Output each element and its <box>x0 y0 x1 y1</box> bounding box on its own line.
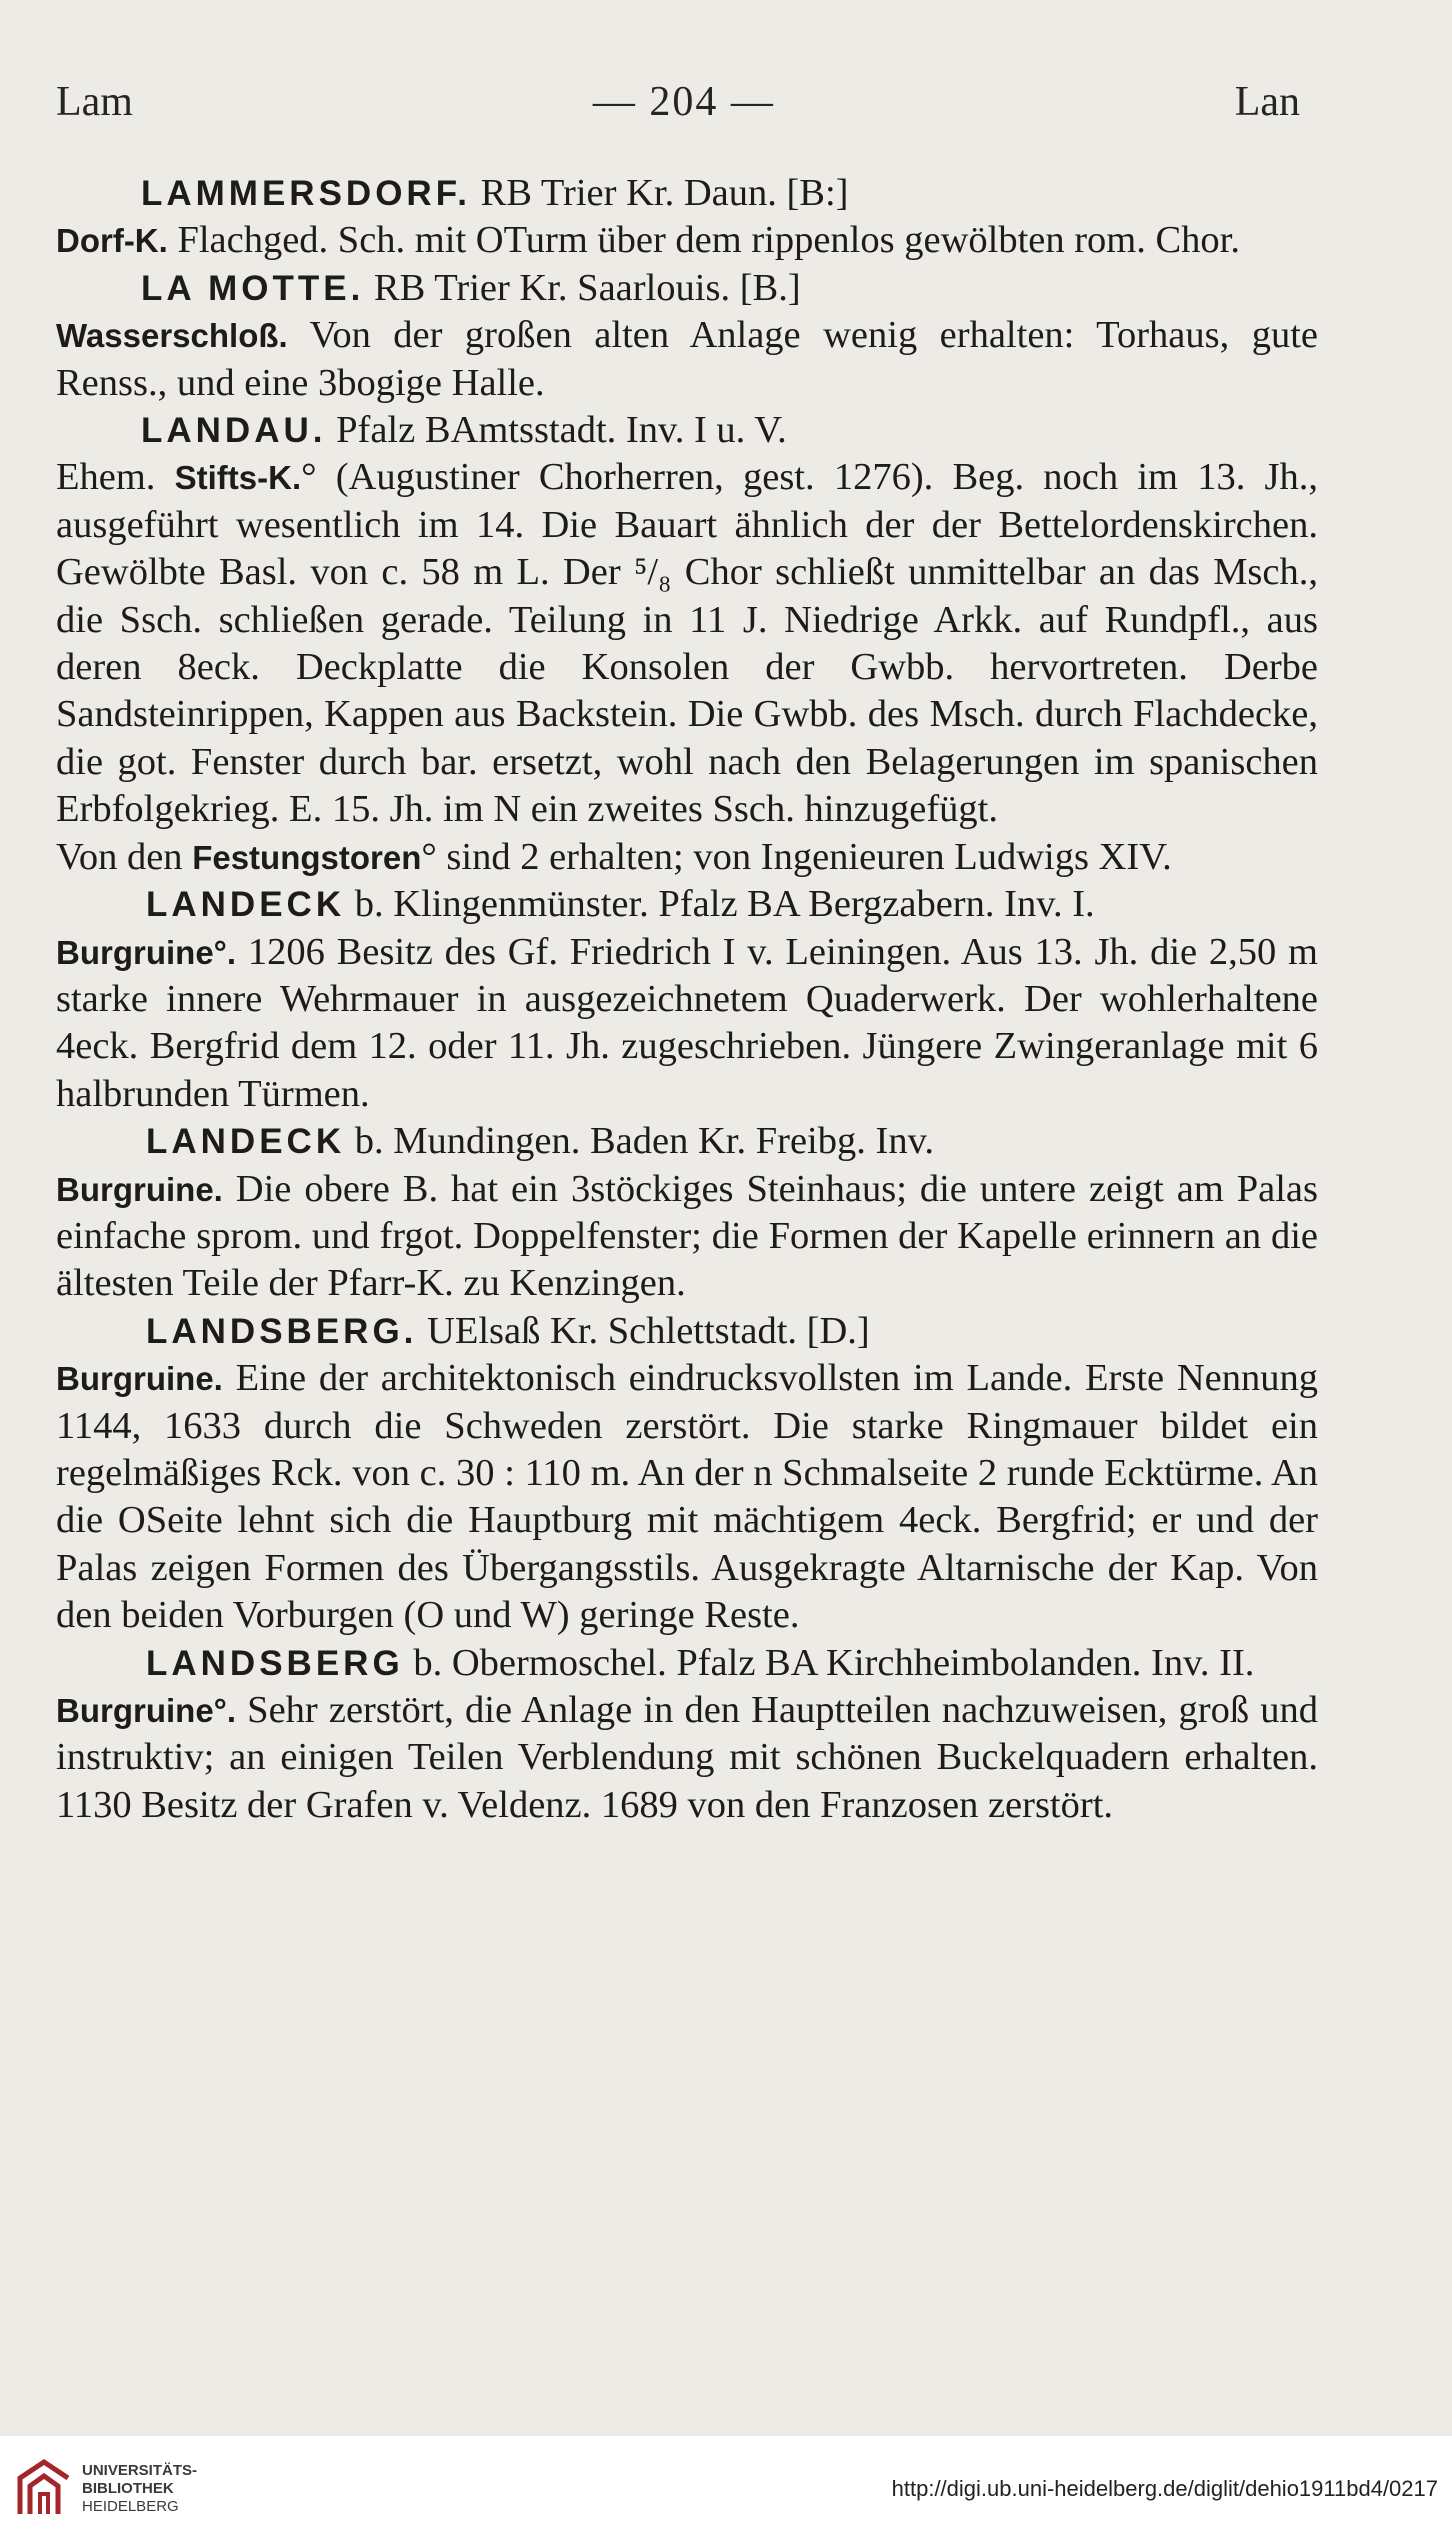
library-name-line: UNIVERSITÄTS- <box>82 2462 198 2479</box>
entry-paragraph <box>56 1166 1318 1308</box>
entry-location: UElsaß Kr. Schlettstadt. [D.] <box>417 1309 870 1352</box>
entry-text: Eine der architektonisch eindrucksvollsten im Lande. Erste Nennung 1144, 1633 durch die Schweden zerstört. Die starke Ringmauer bildet ein regelmäßiges Rck. von c. 30 : 110 m. An der n Schmalseite 2 runde Ecktürme. An die OSeite lehnt sich die Hauptburg mit mächtigem 4eck. Bergfrid; er und der Palas zeigen Formen des Übergangsstils. Ausgekragte Altarnische der Kap. Von den beiden Vorburgen (O und W) geringe Reste. <box>56 1357 1318 1637</box>
library-name-line: BIBLIOTHEK <box>82 2480 174 2497</box>
entry-headword: LAMMERSDORF. <box>141 174 471 213</box>
entry-text: Flachged. Sch. mit OTurm über dem rippenlos gewölbten rom. Chor. <box>167 219 1241 262</box>
entry-text: 1206 Besitz des Gf. Friedrich I v. Leiningen. Aus 13. Jh. die 2,50 m starke innere Wehrmauer in ausgezeichnetem Quaderwerk. Der wohlerhaltene 4eck. Bergfrid dem 12. oder 11. Jh. zugeschrieben. Jüngere Zwingeranlage mit 6 halbrunden Türmen. <box>56 930 1318 1115</box>
entry-location: b. Obermoschel. Pfalz BA Kirchheimbolanden. Inv. II. <box>403 1641 1255 1684</box>
university-seal-icon <box>14 2456 74 2520</box>
running-head-left: Lam <box>56 79 133 125</box>
entry-paragraph <box>56 929 1318 1119</box>
entry-headword: LA MOTTE. <box>141 268 365 308</box>
running-head <box>56 78 1300 126</box>
entry-paragraph <box>56 1355 1318 1639</box>
entry-paragraph <box>56 217 1318 264</box>
entry-subheading: Wasserschloß. <box>56 317 288 355</box>
entry-heading-line <box>56 170 1318 217</box>
entry-text: Sehr zerstört, die Anlage in den Hauptteilen nachzuweisen, groß und instruktiv; an einigen Teilen Verblendung mit schönen Buckelquadern erhalten. 1130 Besitz der Grafen v. Veldenz. 1689 von den Franzosen zerstört. <box>56 1689 1318 1826</box>
library-name <box>82 2462 197 2516</box>
entry-location: b. Mundingen. Baden Kr. Freibg. Inv. <box>345 1120 934 1163</box>
entry-paragraph <box>56 1687 1318 1829</box>
running-head-right: Lan <box>1234 79 1300 125</box>
entry-subheading: Stifts-K. <box>174 459 302 497</box>
entry-headword: LANDAU. <box>141 411 327 451</box>
entry-headword: LANDSBERG. <box>146 1311 418 1351</box>
entry-text-prefix: Ehem. <box>56 456 175 499</box>
entry-subheading: Burgruine°. <box>56 933 237 971</box>
entry-heading-line <box>56 1640 1318 1687</box>
entry-subheading: Burgruine. <box>56 1170 223 1208</box>
entry-heading-line <box>56 1118 1318 1165</box>
digitization-footer <box>0 2436 1452 2540</box>
page-number: — 204 — <box>592 79 775 125</box>
entry-headword: LANDSBERG <box>146 1643 404 1683</box>
entry-subheading: Burgruine. <box>56 1360 223 1398</box>
entry-heading-line <box>56 265 1318 312</box>
entry-heading-line <box>56 881 1318 928</box>
entry-subheading: Dorf-K. <box>56 222 168 260</box>
entry-text-prefix: Von den <box>56 835 193 878</box>
entry-paragraph <box>56 312 1318 407</box>
page-body <box>56 170 1318 1829</box>
entry-location: b. Klingenmünster. Pfalz BA Bergzabern. Inv. I. <box>345 883 1095 926</box>
entry-headword: LANDECK <box>146 1122 346 1162</box>
entry-subheading: Burgruine°. <box>56 1692 237 1729</box>
entry-paragraph <box>56 454 1318 833</box>
entry-text: Die obere B. hat ein 3stöckiges Steinhaus; die untere zeigt am Palas einfache sprom. und frgot. Doppelfenster; die Formen der Kapelle erinnern an die ältesten Teile der Pfarr-K. zu Kenzingen. <box>56 1167 1318 1305</box>
source-url-link[interactable]: http://digi.ub.uni-heidelberg.de/diglit/dehio1911bd4/0217 <box>891 2476 1438 2501</box>
entry-location: RB Trier Kr. Saarlouis. [B.] <box>364 266 801 309</box>
entry-paragraph <box>56 834 1318 881</box>
entry-heading-line <box>56 407 1318 454</box>
entry-location: Pfalz BAmtsstadt. Inv. I u. V. <box>326 409 787 452</box>
library-name-line: HEIDELBERG <box>82 2498 179 2515</box>
entry-text: Von der großen alten Anlage wenig erhalten: Torhaus, gute Renss., und eine 3bogige Halle. <box>56 314 1318 404</box>
entry-headword: LANDECK <box>146 885 346 925</box>
entry-text: ° sind 2 erhalten; von Ingenieuren Ludwigs XIV. <box>421 835 1172 878</box>
entry-text: ° (Augustiner Chorherren, gest. 1276). Beg. noch im 13. Jh., ausgeführt wesentlich im 14. Die Bauart ähnlich der der Bettelordenskirchen. Gewölbte Basl. von c. 58 m L. Der ⁵/₈ Chor schließt unmittelbar an das Msch., die Ssch. schließen gerade. Teilung in 11 J. Niedrige Arkk. auf Rundpfl., aus deren 8eck. Deckplatte die Konsolen der Gwbb. hervortreten. Derbe Sandsteinrippen, Kappen aus Backstein. Die Gwbb. des Msch. durch Flachdecke, die got. Fenster durch bar. ersetzt, wohl nach den Belagerungen im spanischen Erbfolgekrieg. E. 15. Jh. im N ein zweites Ssch. hinzugefügt. <box>56 456 1318 831</box>
entry-subheading: Festungstoren <box>192 838 422 876</box>
entry-location: RB Trier Kr. Daun. [B:] <box>470 172 849 214</box>
entry-heading-line <box>56 1308 1318 1355</box>
